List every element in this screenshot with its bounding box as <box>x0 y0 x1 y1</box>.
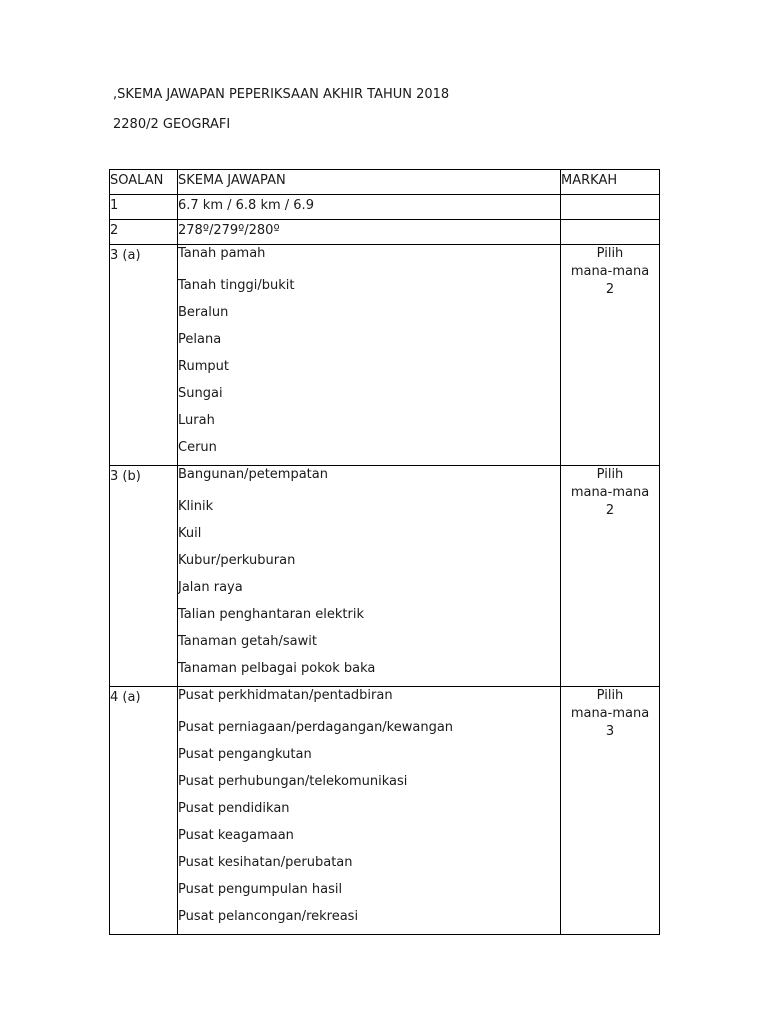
question-number: 3 (b) <box>110 466 178 687</box>
mark-text-line: Pilih <box>596 688 624 703</box>
table-row <box>110 687 660 935</box>
answer-item: Pusat perhubungan/telekomunikasi <box>178 774 408 789</box>
answer-item: Beralun <box>178 305 229 320</box>
answer-item: Pusat pendidikan <box>178 801 290 816</box>
mark-text-line: mana-mana <box>570 485 650 500</box>
answer-item: Pusat kesihatan/perubatan <box>178 855 353 870</box>
table-header-row <box>110 170 660 195</box>
table-row <box>110 220 660 245</box>
question-number: 4 (a) <box>110 687 178 935</box>
answer-item: Tanah pamah <box>178 246 266 261</box>
answer-cell <box>178 195 561 220</box>
answer-cell <box>178 245 561 466</box>
question-number: 3 (a) <box>110 245 178 466</box>
mark-cell <box>561 220 660 245</box>
question-number: 2 <box>110 220 178 245</box>
answer-cell <box>178 687 561 935</box>
answer-item: Pusat pelancongan/rekreasi <box>178 909 359 924</box>
answer-item: Lurah <box>178 413 215 428</box>
mark-text-line: Pilih <box>596 467 624 482</box>
answer-item: Rumput <box>178 359 229 374</box>
header-answer: SKEMA JAWAPAN <box>178 170 561 195</box>
mark-text-line: mana-mana <box>570 706 650 721</box>
header-question: SOALAN <box>110 170 178 195</box>
answer-item: Sungai <box>178 386 223 401</box>
mark-text-line: 3 <box>605 724 615 739</box>
answer-item: Pelana <box>178 332 222 347</box>
table-row <box>110 245 660 466</box>
answer-item: Kuil <box>178 526 202 541</box>
answer-item: 278º/279º/280º <box>178 223 280 238</box>
mark-text-line: 2 <box>605 503 615 518</box>
table-row <box>110 195 660 220</box>
answer-item: Pusat pengumpulan hasil <box>178 882 343 897</box>
document-title: ,SKEMA JAWAPAN PEPERIKSAAN AKHIR TAHUN 2018 <box>113 87 450 102</box>
answer-item: Pusat pengangkutan <box>178 747 312 762</box>
document-subtitle: 2280/2 GEOGRAFI <box>113 117 231 132</box>
answer-item: Klinik <box>178 499 214 514</box>
answer-scheme-table <box>109 169 660 935</box>
answer-item: Pusat perkhidmatan/pentadbiran <box>178 688 393 703</box>
answer-item: Tanaman pelbagai pokok baka <box>178 661 376 676</box>
answer-cell <box>178 220 561 245</box>
answer-item: Tanaman getah/sawit <box>178 634 317 649</box>
mark-cell <box>561 466 660 687</box>
question-number: 1 <box>110 195 178 220</box>
answer-item: Pusat perniagaan/perdagangan/kewangan <box>178 720 454 735</box>
header-mark: MARKAH <box>561 170 660 195</box>
mark-text-line: mana-mana <box>570 264 650 279</box>
answer-item: 6.7 km / 6.8 km / 6.9 <box>178 198 314 213</box>
answer-item: Cerun <box>178 440 217 455</box>
answer-table-body <box>110 170 660 935</box>
mark-cell <box>561 687 660 935</box>
mark-text-line: Pilih <box>596 246 624 261</box>
mark-cell <box>561 245 660 466</box>
mark-text-line: 2 <box>605 282 615 297</box>
answer-item: Talian penghantaran elektrik <box>178 607 364 622</box>
table-row <box>110 466 660 687</box>
answer-item: Tanah tinggi/bukit <box>178 278 295 293</box>
answer-cell <box>178 466 561 687</box>
mark-cell <box>561 195 660 220</box>
answer-item: Jalan raya <box>178 580 243 595</box>
answer-item: Bangunan/petempatan <box>178 467 328 482</box>
answer-item: Kubur/perkuburan <box>178 553 296 568</box>
answer-item: Pusat keagamaan <box>178 828 294 843</box>
